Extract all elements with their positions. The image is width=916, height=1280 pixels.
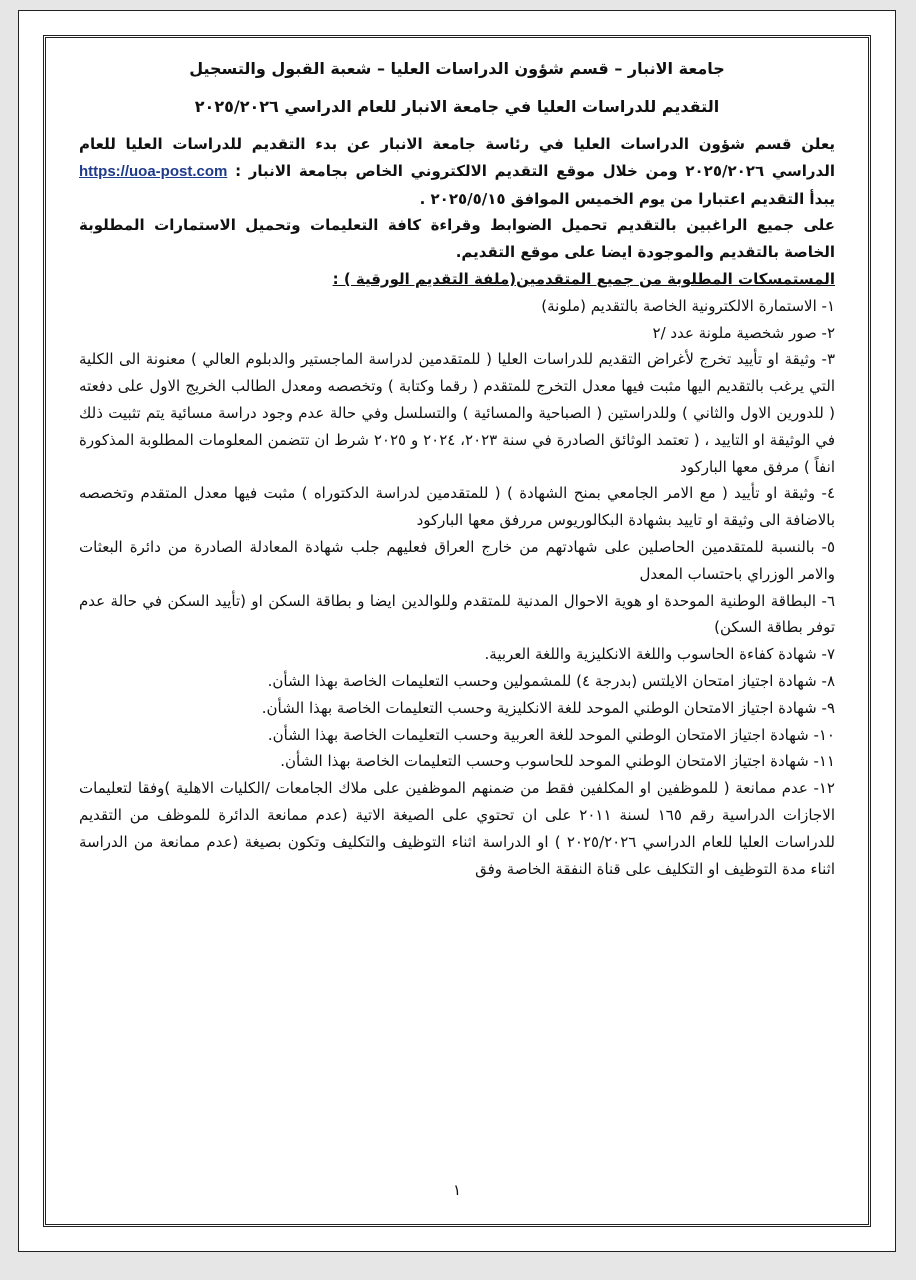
document-page	[18, 10, 896, 1252]
list-item: ٥- بالنسبة للمتقدمين الحاصلين على شهادتهم من خارج العراق فعليهم جلب شهادة المعادلة الصادرة من دائرة البعثات والامر الوزراي باحتساب المعدل	[79, 537, 835, 583]
list-item: ١٢- عدم ممانعة ( للموظفين او المكلفين فقط من ضمنهم الموظفين على ملاك الجامعات /الكليات الاهلية )وفقا لتعليمات الاجازات الدراسية رقم ١٦٥ لسنة ٢٠١١ على ان تحتوي على الصيغة الاتية (عدم ممانعة الدائرة للموظف من التقديم للدراسات العليا للعام الدراسي ٢٠٢٥/٢٠٢٦ ) او الدراسة اثناء التوظيف والتكليف وتكون بصيغة (عدم ممانعة من الدراسة اثناء مدة التوظيف او التكليف على قناة النفقة الخاصة وفق	[79, 779, 835, 878]
list-item: ٩- شهادة اجتياز الامتحان الوطني الموحد للغة الانكليزية وحسب التعليمات الخاصة بهذا الشأن.	[261, 698, 835, 717]
document-body	[79, 55, 835, 882]
header-line-1: جامعة الانبار – قسم شؤون الدراسات العليا – شعبة القبول والتسجيل	[189, 59, 725, 78]
list-item: ٦- البطاقة الوطنية الموحدة او هوية الاحوال المدنية للمتقدم وللوالدين ايضا و بطاقة السكن او (تأييد السكن في حالة عدم توفر بطاقة السكن)	[79, 591, 835, 637]
intro-text-1: يعلن قسم شؤون الدراسات العليا في رئاسة جامعة الانبار عن بدء التقديم للدراسات العليا للعام الدراسي ٢٠٢٥/٢٠٢٦ ومن خلال موقع التقديم الالكتروني الخاص بجامعة الانبار :	[79, 135, 835, 180]
intro-text-2: يبدأ التقديم اعتبارا من يوم الخميس الموافق ٢٠٢٥/٥/١٥ .	[419, 189, 835, 208]
intro-paragraph	[79, 131, 835, 212]
notice-paragraph: على جميع الراغبين بالتقديم تحميل الضوابط وقراءة كافة التعليمات وتحميل الاستمارات المطلوبة الخاصة بالتقديم والموجودة ايضا على موقع التقديم.	[79, 216, 835, 262]
list-item: ٤- وثيقة او تأييد ( مع الامر الجامعي بمنح الشهادة ) ( للمتقدمين لدراسة الدكتوراه ) مثبت فيها معدل المتقدم وتخصصه بالاضافة الى وثيقة او تاييد بشهادة البكالوريوس مررفق معها الباركود	[79, 484, 835, 530]
list-item: ١- الاستمارة الالكترونية الخاصة بالتقديم (ملونة)	[541, 296, 835, 315]
header-line-2: التقديم للدراسات العليا في جامعة الانبار للعام الدراسي ٢٠٢٥/٢٠٢٦	[194, 97, 720, 116]
list-item: ٣- وثيقة او تأييد تخرج لأغراض التقديم للدراسات العليا ( للمتقدمين لدراسة الماجستير والدبلوم العالي ) معنونة الى الكلية التي يرغب بالتقديم اليها مثبت فيها معدل التخرج للمتقدم ( رقما وكتابة ) وتخصصه ومعدل الطالب الخريج الاول على دفعته ( للدورين الاول والثاني ) وللدراستين ( الصباحية والمسائية ) والتسلسل وفي حالة عدم وجود دراسة مسائية يتم تثبيت ذلك في الوثيقة او التاييد ، ( تعتمد الوثائق الصادرة في سنة ٢٠٢٣، ٢٠٢٤ و ٢٠٢٥ شرط ان تتضمن المعلومات المطلوبة المذكورة انفاً ) مرفق معها الباركود	[79, 350, 836, 476]
list-item: ٢- صور شخصية ملونة عدد /٢	[652, 323, 835, 342]
list-item: ٨- شهادة اجتياز امتحان الايلتس (بدرجة ٤) للمشمولين وحسب التعليمات الخاصة بهذا الشأن.	[267, 671, 835, 690]
page-number: ١	[452, 1181, 462, 1199]
list-item: ١١- شهادة اجتياز الامتحان الوطني الموحد للحاسوب وحسب التعليمات الخاصة بهذا الشأن.	[280, 752, 835, 771]
list-item: ١٠- شهادة اجتياز الامتحان الوطني الموحد للغة العربية وحسب التعليمات الخاصة بهذا الشأن.	[267, 725, 835, 744]
list-item: ٧- شهادة كفاءة الحاسوب واللغة الانكليزية واللغة العربية.	[484, 645, 835, 664]
application-site-link[interactable]: https://uoa-post.com	[79, 162, 228, 180]
requirements-heading: المستمسكات المطلوبة من جميع المتقدمين(ملفة التقديم الورقية ) :	[332, 269, 835, 288]
